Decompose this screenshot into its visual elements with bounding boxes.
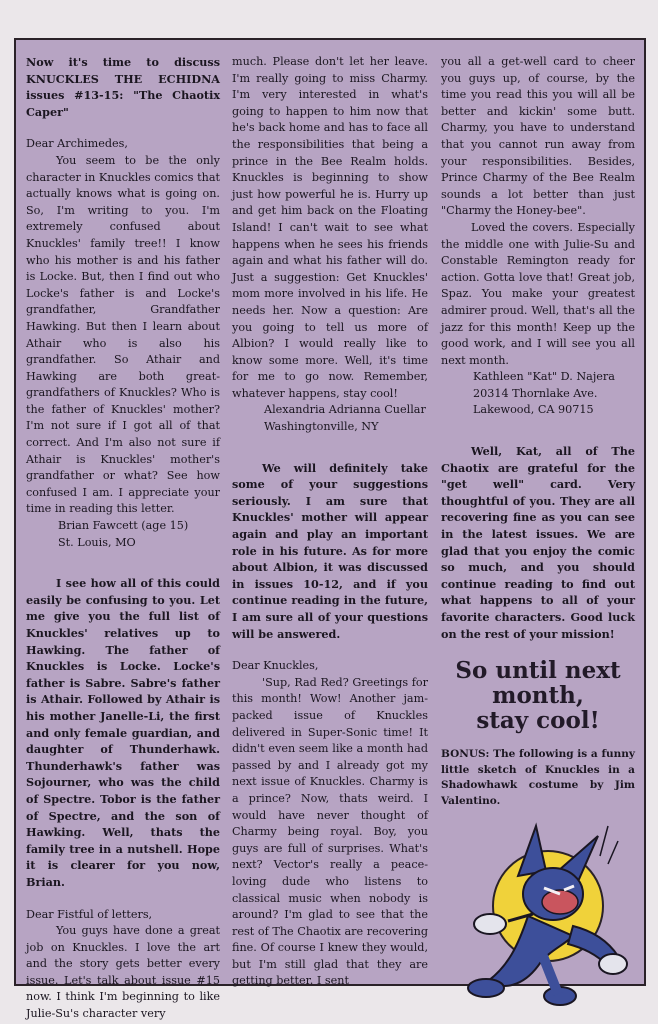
editor-reply: We will definitely take some of your suggestions seriously. I am sure that Knuckles' mother will appear again and play an important role in his future. As for more about Albion, it was discussed in issues 10-12, and if you continue reading in the future, I am sure all of your questions will be answered.	[232, 460, 428, 641]
closing-line: month,	[492, 682, 584, 710]
bonus-caption: BONUS: The following is a funny little sketch of Knuckles in a Shadowhawk costume by Jim Valentino.	[441, 748, 635, 807]
closing-message	[441, 658, 635, 733]
letter-body: You guys have done a great job on Knuckles. I love the art and the story gets better every issue. Let's talk about issue #15 now. I think I'm beginning to like Julie-Su's character very	[26, 924, 220, 1021]
editor-reply: Well, Kat, all of The Chaotix are grateful for the "get well" card. Very thoughtful of you. They are all recovering fine as you can see in the latest issues. We are glad that you enjoy the comic so much, and you should continue reading to find out what happens to all of your favorite characters. Good luck on the rest of your mission!	[441, 444, 635, 641]
letter-signature-place: Washingtonville, NY	[264, 420, 379, 434]
letter-signature-place: St. Louis, MO	[58, 535, 136, 549]
letter-signature-address: 20314 Thornlake Ave.	[473, 386, 598, 400]
letter-signature-name: Kathleen "Kat" D. Najera	[473, 370, 615, 384]
closing-line: stay cool!	[476, 707, 600, 735]
letter-salutation: Dear Fistful of letters,	[26, 907, 153, 921]
closing-line: So until next	[455, 657, 621, 685]
column-2	[232, 54, 428, 990]
letter-body: Loved the covers. Especially the middle one with Julie-Su and Constable Remington ready for action. Gotta love that! Great job, Spaz. You make your greatest admirer proud. Well, that's all the jazz for this month! Keep up the good work, and I will see you all next month.	[441, 220, 635, 367]
shadowhawk-knuckles-sketch	[448, 816, 648, 1016]
letter-body: 'Sup, Rad Red? Greetings for this month! Wow! Another jam-packed issue of Knuckles delivered in Super-Sonic time! It didn't even seem like a month had passed by and I already got my next issue of Knuckles. Charmy is a prince? Now, thats weird. I would have never thought of Charmy being royal. Boy, you guys are full of surprises. What's next? Vector's really a peace-loving dude who listens to classical music when nobody is around? I'm glad to see that the rest of The Chaotix are recovering fine. Of course I knew they would, but I'm still glad that they are getting better. I sent	[232, 675, 428, 988]
letter-signature-name: Brian Fawcett (age 15)	[58, 519, 189, 533]
column-3	[441, 54, 635, 809]
letter-body: You seem to be the only character in Knuckles comics that actually knows what is going on. So, I'm writing to you. I'm extremely confused about Knuckles' family tree!! I know who his mother is and his father is Locke. But, then I find out who Locke's father is and Locke's grandfather, Grandfather Hawking. But then I learn about Athair who is also his grandfather. So Athair and Hawking are both great-grandfathers of Knuckles? Who is the father of Knuckles' mother? I'm not sure if I got all of that correct. And I'm also not sure if Athair is Knuckles' mother's grandfather or what? See how confused I am. I appreciate your time in reading this letter.	[26, 153, 220, 516]
letter-signature-name: Alexandria Adrianna Cuellar	[264, 403, 426, 417]
letter-body: you all a get-well card to cheer you guys up, of course, by the time you read this you will all be better and kickin' some butt. Charmy, you have to understand that you cannot run away from your responsibilities. Besides, Prince Charmy of the Bee Realm sounds a lot better than just "Charmy the Honey-bee".	[441, 55, 635, 218]
letter-salutation: Dear Knuckles,	[232, 659, 319, 673]
letter-salutation: Dear Archimedes,	[26, 137, 128, 151]
letters-panel	[14, 38, 646, 1021]
editor-reply: I see how all of this could easily be confusing to you. Let me give you the full list of Knuckles' relatives up to Hawking. The father of Knuckles is Locke. Locke's father is Sabre. Sabre's father is Athair. Followed by Athair is his mother Janelle-Li, the first and only female guardian, and daughter of Thunderhawk. Thunderhawk's father was Sojourner, who was the child of Spectre. Tobor is the father of Spectre, and the son of Hawking. Well, thats the family tree in a nutshell. Hope it is clearer for you now, Brian.	[26, 576, 220, 889]
intro-heading: Now it's time to discuss KNUCKLES THE ECHIDNA issues #13-15: "The Chaotix Caper"	[26, 55, 220, 119]
column-1	[26, 54, 220, 1023]
letter-signature-city: Lakewood, CA 90715	[473, 403, 594, 417]
letter-body: much. Please don't let her leave. I'm really going to miss Charmy. I'm very interested in what's going to happen to him now that he's back home and has to face all the responsibilities that being a prince in the Bee Realm holds. Knuckles is beginning to show just how powerful he is. Hurry up and get him back on the Floating Island! I can't wait to see what happens when he sees his friends again and what his father will do. Just a suggestion: Get Knuckles' mom more involved in his life. He needs her. Now a question: Are you going to tell us more of Albion? I would really like to know some more. Well, it's time for me to go now. Remember, whatever happens, stay cool!	[232, 55, 428, 400]
